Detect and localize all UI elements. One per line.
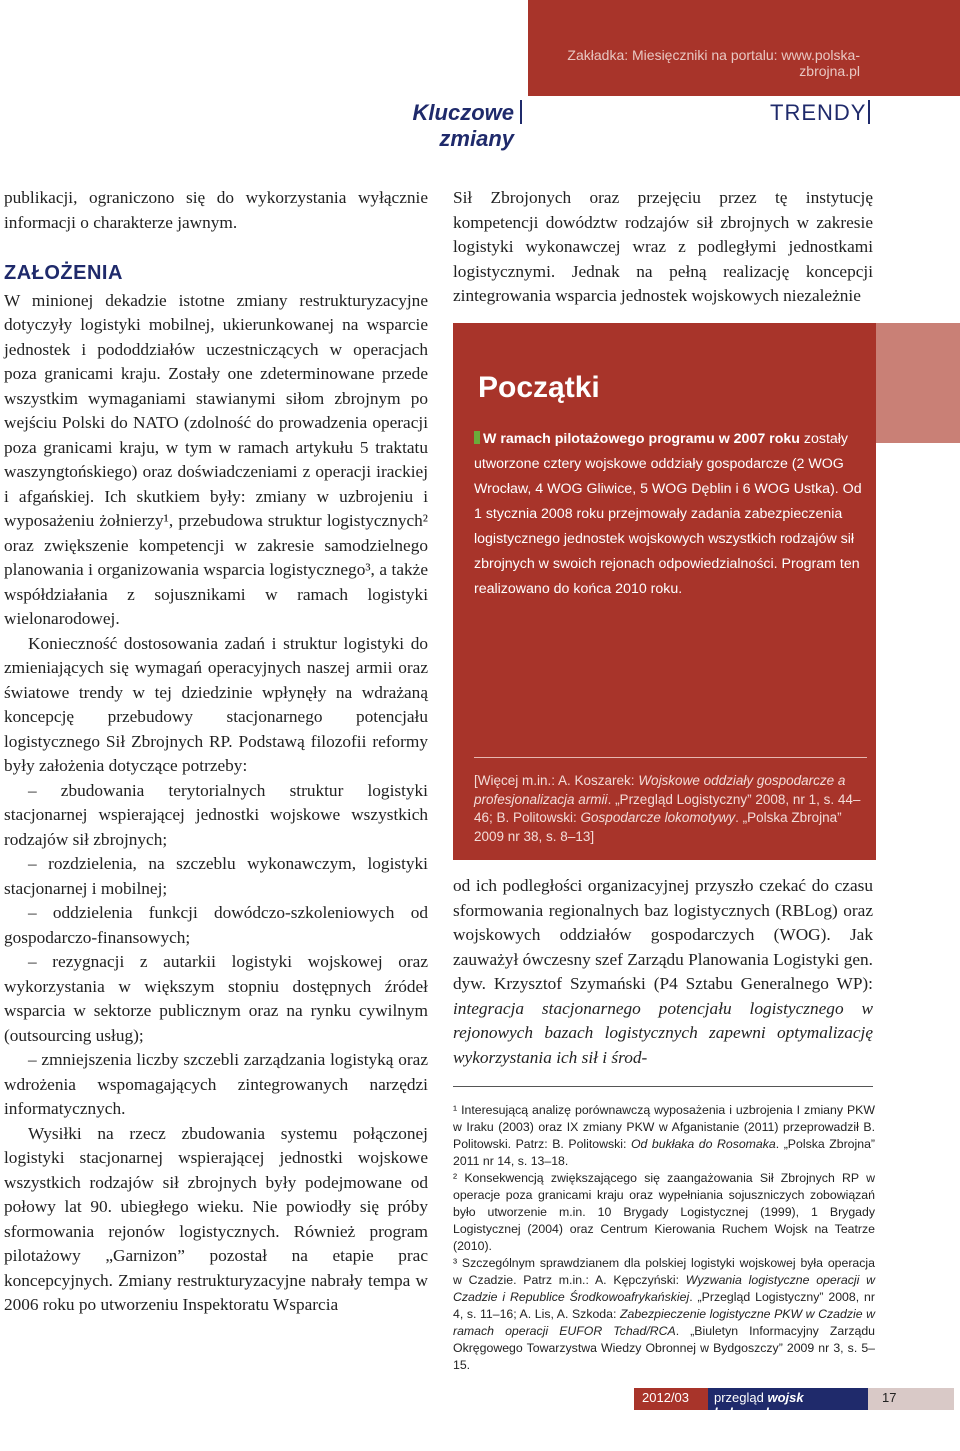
left-column: [4, 186, 428, 1318]
footnote-text: . „Biuletyn Informacyjny Zarządu Okręgowego Towarzystwa Wiedzy Obronnej w Bydgoszczy” 2009 nr 3, s. 5–15.: [453, 1324, 875, 1372]
ref-title: Wojskowe oddziały gospodarcze a profesjonalizacja armii: [474, 773, 846, 807]
header-divider: [868, 100, 870, 124]
header-portal-link[interactable]: Zakładka: Miesięczniki na portalu: www.polska-zbrojna.pl: [567, 47, 860, 79]
paragraph-text: od ich podległości organizacyjnej przyszło czekać do czasu sformowania regionalnych baz logistycznych (RBLog) oraz wojskowych oddziałów gospodarczych (WOG). Jak zauważył ówczesny szef Zarządu Planowania Logistyki gen. dyw. Krzysztof Szymański (P4 Sztabu Generalnego WP):: [453, 876, 873, 993]
footnote-title: Zabezpieczenie logistyczne PKW w Czadzie w ramach operacji EUFOR Tchad/RCA: [453, 1307, 875, 1338]
paragraph: [453, 874, 873, 1070]
sidebar-decoration: [876, 323, 960, 443]
footnote-text: . „Polska Zbrojna” 2011 nr 14, s. 13–18.: [453, 1137, 876, 1168]
issue-number: 2012/03: [634, 1388, 708, 1410]
quote-text: integracja stacjonarnego potencjału logistycznego w rejonowych bazach logistycznych zapewni optymalizację wykorzystania ich sił i środ-: [453, 998, 873, 1067]
magazine-name-italic: wojsk lądowych: [714, 1390, 804, 1420]
paragraph: Wysiłki na rzecz zbudowania systemu połączonej logistyki stacjonarnej wspierającej jednostki wojskowe wszystkich rodzajów sił zbrojnych były podejmowane od połowy lat 90. ubiegłego wieku. Nie powiodły się próby sformowania rejonów logistycznych. Również program pilotażowy „Garnizon” pozostał na etapie prac koncepcyjnych. Zmiany restrukturyzacyjne nabrały tempa w 2006 roku po utworzeniu Inspektoratu Wsparcia: [4, 1123, 428, 1314]
magazine-name: [708, 1388, 868, 1420]
footnote: [453, 1255, 875, 1374]
ref-text: [Więcej m.in.: A. Koszarek:: [474, 773, 639, 788]
header-divider: [520, 100, 522, 124]
paragraph: Sił Zbrojonych oraz przejęciu przez tę instytucję kompetencji dowództw rodzajów sił zbrojnych w zakresie logistyki wykonawczej wraz z podległymi jednostkami logistycznymi. Jednak na pełną realizację koncepcji zintegrowania wsparcia jednostek wojskowych niezależnie: [453, 188, 873, 305]
list-item: – zmniejszenia liczby szczebli zarządzania logistyką oraz wdrożenia wspomagających zintegrowanych narzędzi informatycznych.: [4, 1050, 428, 1118]
page-footer: [634, 1388, 954, 1420]
section-heading: ZAŁOŻENIA: [4, 262, 123, 284]
footnote-text: . „Przegląd Logistyczny” 2008, nr 4, s. 11–16; A. Lis, A. Szkoda:: [453, 1290, 875, 1321]
right-column-bottom: [453, 874, 873, 1070]
page-margin: [876, 443, 960, 1451]
list-item: – rezygnacji z autarkii logistyki wojskowej oraz wykorzystania w większym stopniu dostępnych źródeł wsparcia w sektorze publicznym oraz na rynku cywilnym (outsourcing usług);: [4, 952, 428, 1045]
sidebar-divider: [474, 757, 867, 758]
footnote: [453, 1102, 875, 1170]
sidebar-text: zostały utworzone cztery wojskowe oddziały gospodarcze (2 WOG Wrocław, 4 WOG Gliwice, 5 WOG Dęblin i 6 WOG Ustka). Od 1 stycznia 2008 roku przejmowały zadania zabezpieczenia logistycznego jednostek wojskowych wszystkich rodzajów sił zbrojnych w swoich rejonach odpowiedzialności. Program ten realizowano do końca 2010 roku.: [474, 431, 862, 597]
page-number: 17: [868, 1388, 954, 1410]
right-column-top: [453, 186, 873, 309]
list-item: – oddzielenia funkcji dowódczo-szkoleniowych od gospodarczo-finansowych;: [4, 903, 428, 947]
footnote: ² Konsekwencją zwiększającego się zaangażowania Sił Zbrojnych RP w operacje poza granicami kraju oraz wypełniania sojuszniczych zobowiązań było utworzenie m.in. 10 Brygady Logistycznej (1999), 1 Brygady Logistycznej (2004) oraz Centrum Kierowania Ruchem Wojsk na Teatrze (2010).: [453, 1171, 875, 1253]
paragraph: W minionej dekadzie istotne zmiany restrukturyzacyjne dotyczyły logistyki mobilnej, ukierunkowanej na wsparcie jednostek i pododdziałów uczestniczących w operacjach poza granicami kraju. Zostały one zdeterminowane przede wszystkim wymaganiami stawianymi siłom zbrojnym po wejściu Polski do NATO (zdolność do prowadzenia operacji poza granicami kraju, w tym w ramach artykułu 5 traktatu waszyngtońskiego) oraz doświadczeniami z operacji irackiej i afgańskiej. Ich skutkiem były: zmiany w uzbrojeniu i wyposażeniu żołnierzy¹, przebudowa struktur logistycznych² oraz zwiększenie kompetencji w zakresie samodzielnego planowania i organizowania wsparcia logistycznego³, a także współdziałania z sojusznikami w ramach logistyki wielonarodowej.: [4, 290, 428, 628]
page-title: Kluczowe zmiany: [412, 100, 514, 151]
sidebar-references: [474, 772, 874, 846]
sidebar-lead: W ramach pilotażowego programu w 2007 roku: [483, 431, 800, 447]
paragraph: publikacji, ograniczono się do wykorzystania wyłącznie informacji o charakterze jawnym.: [4, 188, 428, 232]
footnote-title: Wyzwania logistyczne operacji w Czadzie i Republice Środkowoafrykańskiej: [453, 1273, 875, 1304]
footnotes: [453, 1102, 875, 1374]
footnote-title: Od bukłaka do Rosomaka: [630, 1137, 776, 1151]
list-item: – zbudowania terytorialnych struktur logistyki stacjonarnej wspierającej jednostki wojskowe wszystkich rodzajów sił zbrojnych;: [4, 780, 428, 849]
header-band-left: [0, 0, 528, 96]
footnote-text: ¹ Interesującą analizę porównawczą wyposażenia i uzbrojenia I zmiany PKW w Iraku (2003) oraz IX zmiany PKW w Afganistanie (2011) przeprowadził B. Politowski. Patrz: B. Politowski:: [453, 1103, 875, 1151]
list-item: – rozdzielenia, na szczeblu wykonawczym, logistyki stacjonarnej i mobilnej;: [4, 854, 428, 898]
sidebar-title: Początki: [478, 371, 600, 404]
footnote-text: ³ Szczególnym sprawdzianem dla polskiej logistyki wojskowej była operacja w Czadzie. Patrz m.in.: A. Kępczyński:: [453, 1256, 875, 1287]
ref-title: Gospodarcze lokomotywy: [580, 810, 736, 826]
ref-text: . „Przegląd Logistyczny” 2008, nr 1, s. 44–46; B. Politowski:: [474, 791, 861, 826]
bullet-marker-icon: [474, 431, 480, 444]
ref-text: . „Polska Zbrojna” 2009 nr 38, s. 8–13]: [474, 810, 842, 844]
section-label: TRENDY: [770, 100, 867, 125]
paragraph: Konieczność dostosowania zadań i struktur logistyki do zmieniających się wymagań operacyjnych naszej armii oraz światowe trendy w tej dziedzinie wpłynęły na wdrażaną koncepcję przebudowy stacjonarnego potencjału logistycznego Sił Zbrojnych RP. Podstawą filozofii reformy były założenia dotyczące potrzeby:: [4, 633, 428, 775]
footnotes-divider: [453, 1086, 873, 1087]
sidebar-body: [474, 427, 867, 602]
magazine-name-prefix: przegląd: [714, 1390, 768, 1405]
